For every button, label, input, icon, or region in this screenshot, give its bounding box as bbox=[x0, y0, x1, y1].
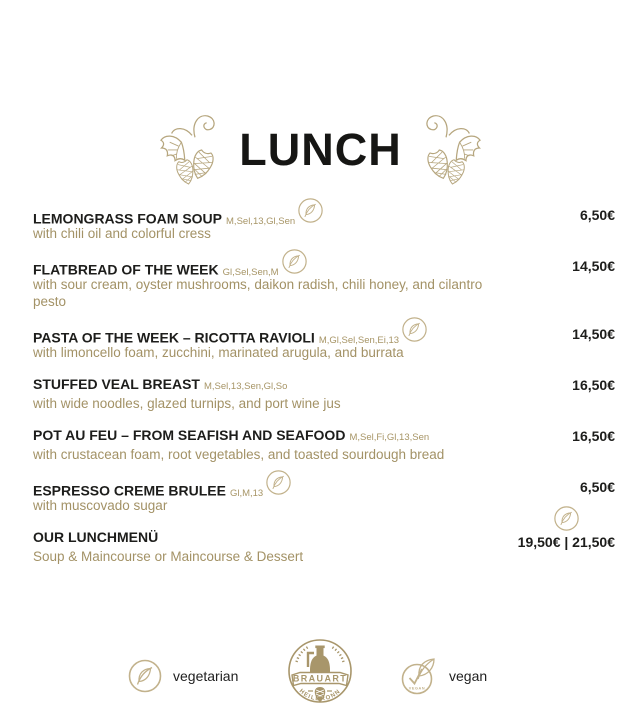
vegetarian-icon bbox=[553, 505, 580, 532]
dish-price: 14,50€ bbox=[572, 258, 615, 274]
vegetarian-icon bbox=[297, 197, 324, 224]
dish-title-line bbox=[33, 325, 428, 346]
dish-title-line bbox=[33, 427, 444, 444]
menu-item bbox=[33, 257, 615, 310]
menu-item-text bbox=[33, 478, 292, 514]
dish-allergens: M,Sel,13,Sen,Gl,So bbox=[203, 381, 288, 392]
dish-description: with wide noodles, glazed turnips, and port wine jus bbox=[33, 396, 341, 411]
vegetarian-label: vegetarian bbox=[173, 668, 239, 684]
dish-price: 6,50€ bbox=[579, 207, 615, 223]
brauart-logo bbox=[283, 633, 357, 715]
dish-price: 19,50€ | 21,50€ bbox=[517, 534, 615, 550]
dish-allergens: M,Sel,13,Gl,Sen bbox=[226, 215, 296, 227]
dish-description: with chili oil and colorful cress bbox=[33, 226, 211, 241]
menu-item-text bbox=[33, 206, 324, 242]
vegetarian-icon bbox=[401, 316, 428, 343]
vegetarian-icon bbox=[127, 658, 163, 694]
dish-description: with limoncello foam, zucchini, marinated arugula, and burrata bbox=[33, 345, 404, 360]
menu-item-text bbox=[33, 529, 303, 565]
menu-item-text bbox=[33, 376, 341, 412]
dish-price: 6,50€ bbox=[579, 479, 615, 495]
brauart-logo-icon bbox=[283, 633, 357, 715]
vegetarian-icon bbox=[281, 248, 308, 275]
dish-title-line bbox=[33, 529, 303, 546]
vegan-legend bbox=[399, 656, 487, 696]
page-title: LUNCH bbox=[239, 123, 402, 175]
dish-price: 16,50€ bbox=[572, 428, 615, 444]
menu-item bbox=[33, 427, 615, 463]
dish-description: Soup & Maincourse or Maincourse & Dessert bbox=[33, 549, 304, 564]
dish-title: FLATBREAD OF THE WEEK bbox=[33, 261, 219, 278]
dish-description: with muscovado sugar bbox=[33, 498, 168, 513]
menu-item bbox=[33, 206, 615, 242]
dish-title-line bbox=[33, 478, 292, 499]
menu-header bbox=[0, 110, 641, 188]
dish-title: PASTA OF THE WEEK – RICOTTA RAVIOLI bbox=[33, 329, 315, 346]
dish-price: 16,50€ bbox=[572, 377, 615, 393]
logo-name: BRAUART bbox=[292, 673, 348, 684]
dish-description: with sour cream, oyster mushrooms, daikon radish, chili honey, and cilantro pesto bbox=[33, 277, 483, 309]
menu-item-text bbox=[33, 325, 428, 361]
vegan-icon-text: VEGAN bbox=[408, 686, 426, 691]
menu-item bbox=[33, 325, 615, 361]
dish-allergens: M,Gl,Sel,Sen,Ei,13 bbox=[318, 334, 400, 346]
menu-item bbox=[33, 376, 615, 412]
menu-item-text bbox=[33, 257, 513, 310]
hops-illustration-right-icon bbox=[413, 110, 481, 188]
dish-title-line bbox=[33, 257, 513, 278]
dish-title-line bbox=[33, 206, 324, 227]
dish-title: LEMONGRASS FOAM SOUP bbox=[33, 210, 223, 227]
dish-title: OUR LUNCHMENÜ bbox=[33, 529, 159, 545]
vegetarian-legend bbox=[127, 658, 238, 694]
dish-title: STUFFED VEAL BREAST bbox=[33, 376, 200, 392]
vegetarian-icon bbox=[265, 469, 292, 496]
vegan-label: vegan bbox=[449, 668, 488, 684]
dish-allergens: M,Sel,Fi,Gl,13,Sen bbox=[349, 432, 430, 443]
lunchmenu-price-block bbox=[518, 505, 615, 550]
dish-description: with crustacean foam, root vegetables, and toasted sourdough bread bbox=[33, 447, 445, 462]
dish-allergens: Gl,Sel,Sen,M bbox=[222, 266, 279, 278]
dish-title: ESPRESSO CREME BRULEE bbox=[33, 482, 226, 499]
hops-illustration-left-icon bbox=[160, 110, 228, 188]
menu-item-text bbox=[33, 427, 444, 463]
dish-allergens: Gl,M,13 bbox=[229, 487, 264, 499]
menu-list bbox=[33, 206, 615, 589]
dish-title: POT AU FEU – FROM SEAFISH AND SEAFOOD bbox=[33, 427, 346, 443]
dish-price: 14,50€ bbox=[572, 326, 615, 342]
dish-title-line bbox=[33, 376, 341, 393]
logo-city: HEILBRONN bbox=[297, 688, 343, 703]
menu-item-lunchmenu bbox=[33, 529, 615, 574]
vegan-icon bbox=[399, 656, 439, 696]
